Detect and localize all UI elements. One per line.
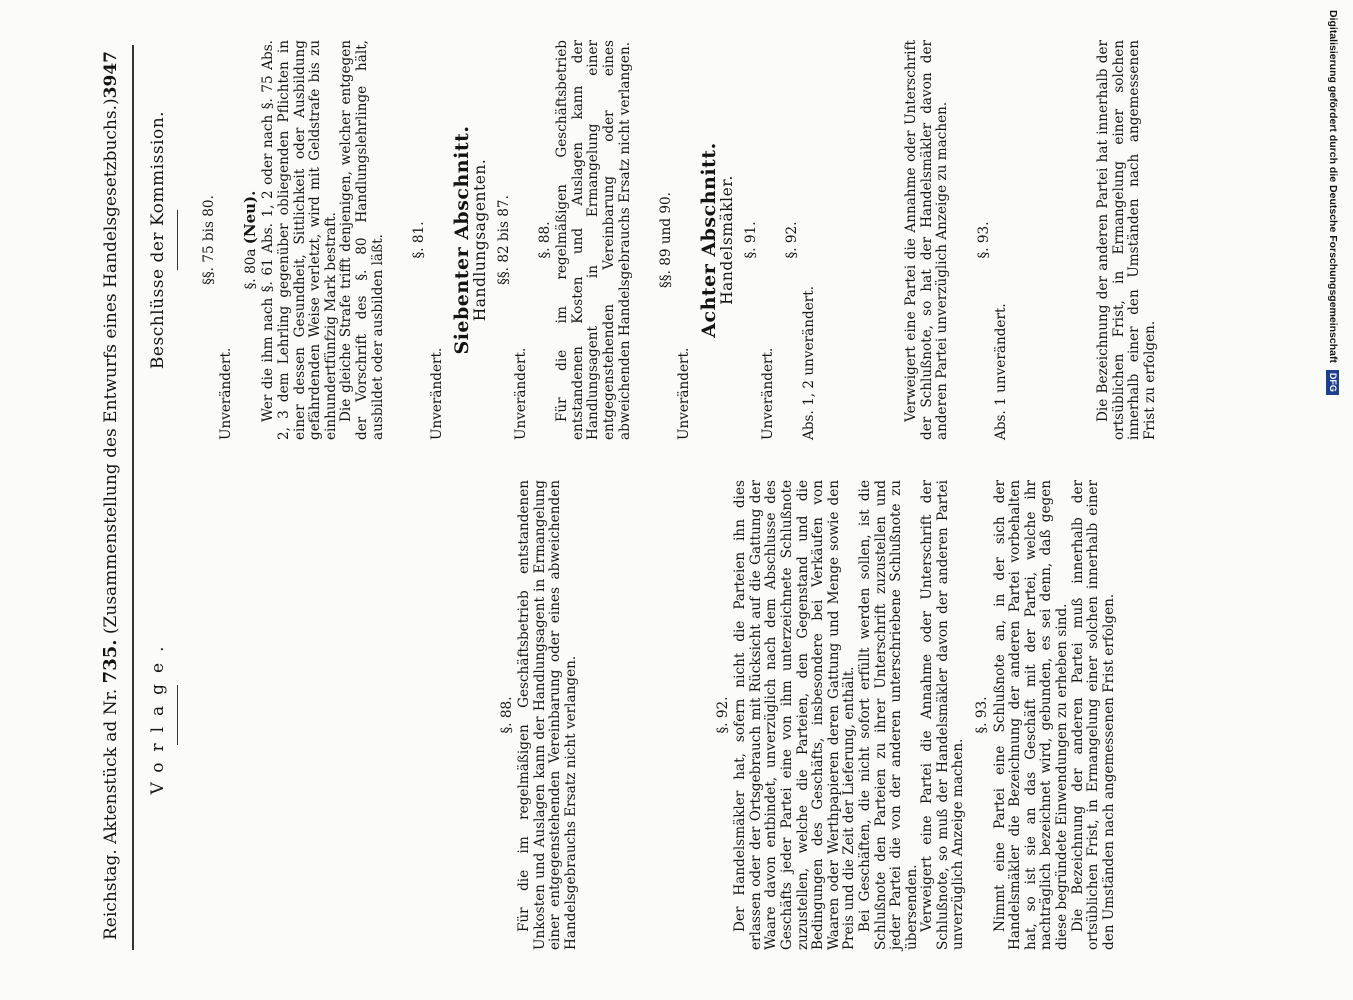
page-number: 3947 [101, 51, 121, 99]
chapter-title: Siebenter Abschnitt. [451, 125, 474, 355]
paragraph: Abs. 1, 2 unverändert. [801, 285, 818, 440]
unchanged-note: Unverändert. [675, 347, 692, 440]
column-title: Beschlüsse der Kommission. [148, 110, 168, 370]
paragraph: Verweigert eine Partei die Annahme oder Unterschrift der Schlußnote, so hat der Handelsmäkler davon der anderen Partei unverzüglich Anzeige zu machen. [903, 40, 951, 440]
section-heading: §. 93. [975, 221, 992, 259]
right-column-kommission [145, 40, 1158, 440]
column-title: Vorlage. [148, 635, 168, 795]
section-heading: §§. 89 und 90. [658, 192, 675, 289]
paragraph: Die Bezeichnung der anderen Partei hat innerhalb der ortsüblichen Frist, in Ermangelung einer solchen innerhalb einer den Umständen nach angemessenen Frist zu erfolgen. [1094, 40, 1158, 440]
section-heading: §. 80a [242, 248, 259, 290]
paragraph: Abs. 1 unverändert. [993, 303, 1010, 440]
section-heading: §§. 82 bis 87. [495, 195, 512, 285]
section-heading: §. 88. [536, 221, 553, 259]
dfg-logo-icon: DFG [1326, 370, 1339, 395]
paragraph: Die Bezeichnung der anderen Partei muß innerhalb der ortsüblichen Frist, in Ermangelung einer solchen innerhalb einer den Umständen nach angemessenen Frist erfolgen. [1069, 480, 1117, 950]
paragraph: Die gleiche Strafe trifft denjenigen, welcher entgegen der Vorschrift des §. 80 Handlungslehrlinge hält, ausbildet oder ausbilden läßt. [338, 40, 386, 440]
unchanged-note: Unverändert. [513, 347, 530, 440]
paragraph: Für die im regelmäßigen Geschäftsbetrieb entstandenen Unkosten und Auslagen kann der Handlungsagent in Ermangelung einer entgegenstehenden Vereinbarung oder eines abweichenden Handelsgebrauchs Ersatz nicht verlangen. [516, 480, 579, 950]
new-marker: (Neu). [240, 190, 259, 245]
section-heading: §. 91. [742, 221, 759, 259]
section-heading: §§. 75 bis 80. [200, 195, 217, 285]
section-heading: §. 88. [498, 696, 515, 734]
page-header [90, 45, 134, 950]
rotated-document-page [50, 40, 1280, 950]
unchanged-note: Unverändert. [428, 347, 445, 440]
section-heading: §. 92. [783, 221, 800, 259]
header-subtitle: (Zusammenstellung des Entwurfs eines Handelsgesetzbuchs.) [101, 98, 121, 635]
chapter-subtitle: Handelsmäkler. [718, 175, 737, 305]
header-left: Reichstag. Aktenstück ad Nr. [101, 688, 121, 940]
paragraph: Der Handelsmäkler hat, sofern nicht die Parteien ihn dies erlassen oder der Ortsgebrauch mit Rücksicht auf die Gattung der Waare davon entbindet, unverzüglich nach dem Abschlusse des Geschäfts jeder Partei eine von ihm unterzeichnete Schlußnote zuzustellen, welche die Parteien, den Gegenstand und die Bedingungen des Geschäfts, insbesondere bei Verkäufen von Waaren oder Werthpapieren deren Gattung und Menge sowie den Preis und die Zeit der Lieferung, enthält. [732, 480, 858, 950]
paragraph: Wer die ihm nach §. 61 Abs. 1, 2 oder nach §. 75 Abs. 2, 3 dem Lehrling gegenüber obliegenden Pflichten in einer dessen Gesundheit, Sittlichkeit oder Ausbildung gefährdenden Weise verletzt, wird mit Geldstrafe bis zu einhundertfünfzig Mark bestraft. [260, 40, 339, 440]
left-column-vorlage [145, 480, 1117, 950]
dfg-sidebar [1326, 10, 1340, 390]
divider [177, 685, 178, 745]
unchanged-note: Unverändert. [760, 347, 777, 440]
dfg-credit-text: Digitalisierung gefördert durch die Deutsche Forschungsgemeinschaft [1327, 10, 1339, 363]
chapter-title: Achter Abschnitt. [698, 142, 721, 338]
section-heading: §. 81. [411, 221, 428, 259]
section-heading: §. 92. [714, 696, 731, 734]
unchanged-note: Unverändert. [218, 347, 235, 440]
paragraph: Verweigert eine Partei die Annahme oder Unterschrift der Schlußnote, so muß der Handelsmäkler davon der anderen Partei unverzüglich Anzeige machen. [919, 480, 967, 950]
paragraph: Für die im regelmäßigen Geschäftsbetrieb entstandenen Kosten und Auslagen kann der Handlungsagent in Ermangelung einer entgegenstehenden Vereinbarung oder eines abweichenden Handelsgebrauchs Ersatz nicht verlangen. [554, 40, 633, 440]
paragraph: Nimmt eine Partei eine Schlußnote an, in der sich der Handelsmäkler die Bezeichnung der anderen Partei vorbehalten hat, so ist sie an das Geschäft mit der Partei, welche ihr nachträglich bezeichnet wird, gebunden, es sei denn, daß gegen diese begründete Einwendungen zu erheben sind. [991, 480, 1071, 950]
chapter-subtitle: Handlungsagenten. [470, 158, 489, 322]
section-heading: §. 93. [974, 696, 991, 734]
paragraph: Bei Geschäften, die nicht sofort erfüllt werden sollen, ist die Schlußnote den Parteien zu ihrer Unterschrift zuzustellen und jeder Partei die von der anderen unterschriebene Schlußnote zu übersenden. [856, 480, 920, 950]
header-number: 735. [100, 639, 121, 684]
divider [177, 210, 178, 270]
